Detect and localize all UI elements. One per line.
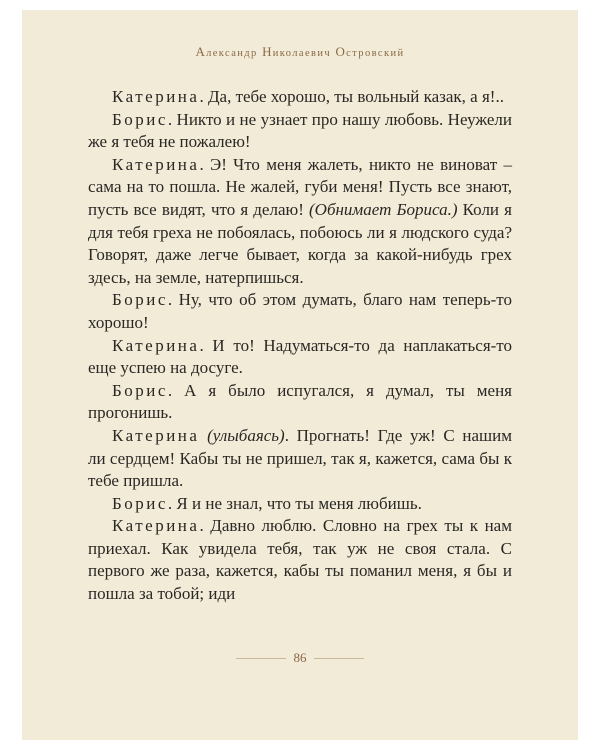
paragraph-1 bbox=[88, 86, 512, 109]
running-head bbox=[88, 44, 512, 60]
paragraph-5 bbox=[88, 335, 512, 380]
stage-direction: (Обнимает Бориса.) bbox=[309, 199, 458, 219]
speech: . Ну, что об этом думать, благо нам теперь-то хорошо! bbox=[88, 290, 512, 332]
author-last-initial: О bbox=[335, 44, 347, 59]
page-number: 86 bbox=[293, 650, 307, 665]
speaker: Катерина bbox=[112, 87, 200, 106]
speaker: Борис bbox=[112, 109, 168, 129]
speaker: Борис bbox=[112, 290, 168, 310]
paragraph-8 bbox=[88, 493, 512, 516]
speaker: Катерина bbox=[112, 154, 200, 174]
speech: . А я было испугался, я думал, ты меня прогонишь. bbox=[88, 380, 512, 423]
paragraph-6 bbox=[88, 380, 512, 425]
paragraph-3 bbox=[88, 154, 512, 290]
speaker: Катерина bbox=[112, 516, 200, 536]
paragraph-7 bbox=[88, 425, 512, 493]
book-page bbox=[22, 10, 578, 740]
speaker: Катерина bbox=[112, 425, 200, 445]
folio-rule-right bbox=[314, 658, 364, 659]
speaker: Борис bbox=[112, 380, 168, 400]
author-first-initial: А bbox=[195, 44, 207, 59]
speech: . Прогнать! Где уж! С нашим ли сердцем! Кабы ты не пришел, так я, кажется, сама бы к тебе пришла. bbox=[88, 425, 513, 491]
speech: . Давно люблю. Словно на грех ты к нам приехал. Как увидела тебя, так уж не своя стала. С первого же раза, кажется, кабы ты поманил меня, я бы и пошла за тобой; иди bbox=[88, 516, 512, 604]
speech: . И то! Надуматься-то да наплакаться-то еще успею на досуге. bbox=[88, 335, 512, 378]
paragraph-4 bbox=[88, 289, 512, 334]
author-last-rest: стровский bbox=[346, 48, 405, 59]
author-first-rest: лександр bbox=[206, 48, 258, 59]
speech: . Э! Что меня жалеть, никто не виноват – сама на то пошла. Не жалей, губи меня! Пусть все знают, пусть все видят, что я делаю! bbox=[88, 154, 512, 219]
speech: . Я и не знал, что ты меня любишь. bbox=[167, 493, 422, 513]
author-middle-rest: иколаевич bbox=[272, 48, 332, 59]
speaker: Борис bbox=[112, 493, 168, 513]
paragraph-2 bbox=[88, 109, 512, 154]
speech: Коли я для тебя греха не побоялась, побоюсь ли я людского суда? Говорят, даже легче бывает, когда за какой-нибудь грех здесь, на земле, натерпишься. bbox=[88, 199, 512, 287]
speech: . Да, тебе хорошо, ты вольный казак, а я!.. bbox=[199, 87, 504, 106]
paragraph-9 bbox=[88, 515, 512, 605]
author-middle-initial: Н bbox=[262, 44, 273, 59]
speech: . Никто и не узнает про нашу любовь. Неужели же я тебя не пожалею! bbox=[88, 109, 512, 152]
stage-direction: (улыбаясь) bbox=[199, 425, 285, 445]
play-text bbox=[88, 86, 512, 606]
speaker: Катерина bbox=[112, 335, 200, 355]
